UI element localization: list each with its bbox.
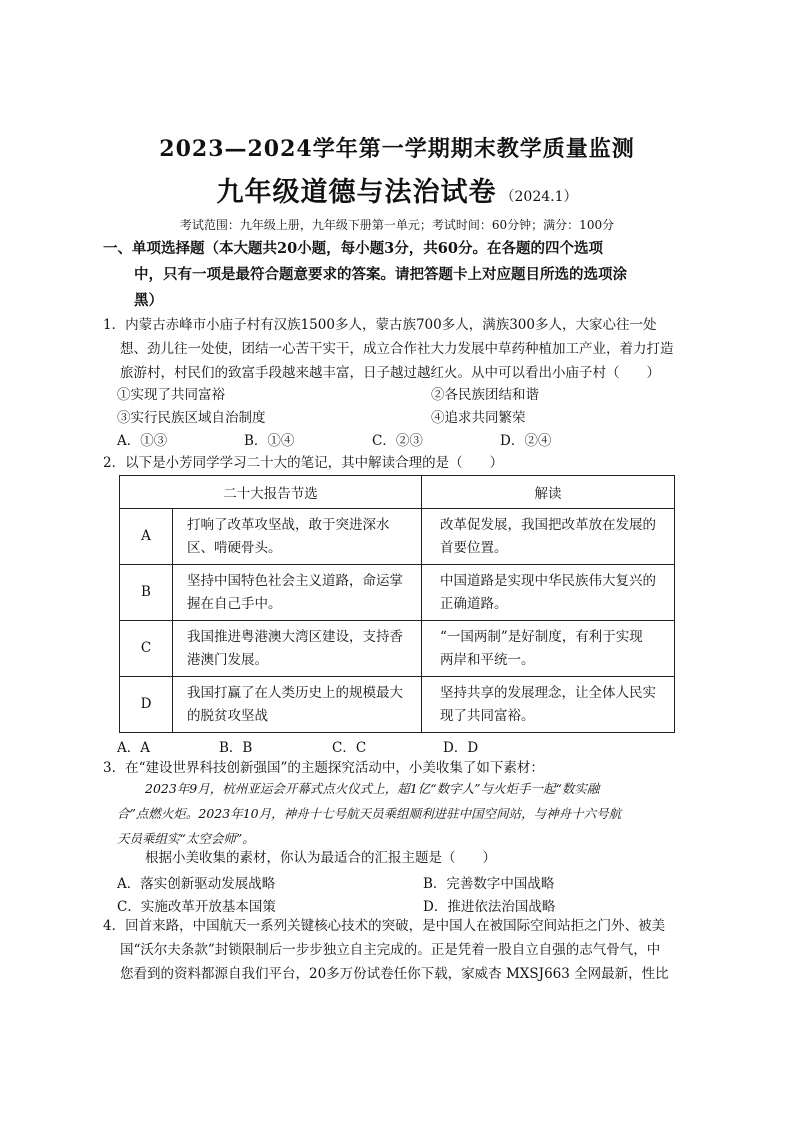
statement-item: ②各民族团结和谐	[431, 387, 539, 403]
choice-d[interactable]: D．D	[443, 740, 479, 756]
table-row	[120, 509, 675, 565]
choice-a[interactable]: A．A	[117, 740, 150, 756]
choice-c[interactable]: C．实施改革开放基本国策	[117, 899, 276, 915]
question-4: 4．回首来路，中国航天一系列关键核心技术的突破，是中国人在被国际空间站拒之门外、被美 国“沃尔夫条款”封锁限制后一步步独立自主完成的。正是凭着一股自立自强的志气骨气，中 您看到的资料都源自我们平台，20多万份试卷任你下载，家威杏 MXSJ663 全网最新，性比	[103, 918, 669, 982]
material-text: 2023年9月，杭州亚运会开幕式点火仪式上，超1亿“数字人”与火炬手一起“数实融 合”点燃火炬。2023年10月，神舟十七号航天员乘组顺利进驻中国空间站，与神舟十六号航 天员乘组实“太空会师”。	[117, 781, 622, 846]
excerpt-cell: 坚持中国特色社会主义道路，命运掌握在自己手中。	[173, 565, 422, 621]
table-row	[120, 565, 675, 621]
question-3-prompt: 根据小美收集的素材，你认为最适合的汇报主题是（ ）	[145, 850, 496, 866]
row-letter: D	[120, 677, 173, 733]
excerpt-cell: 我国推进粤港澳大湾区建设，支持香港澳门发展。	[173, 621, 422, 677]
section-heading: 一、单项选择题（本大题共20小题，每小题3分，共60分。在各题的四个选项 中，只有一项是最符合题意要求的答案。请把答题卡上对应题目所选的选项涂 黑）	[103, 240, 627, 309]
reading-cell: “一国两制”是好制度，有利于实现两岸和平统一。	[422, 621, 675, 677]
choice-d[interactable]: D．②④	[500, 433, 552, 449]
question-2: 2．以下是小芳同学学习二十大的笔记，其中解读合理的是（ ）	[103, 455, 504, 471]
choice-b[interactable]: B．①④	[244, 433, 295, 449]
table-row	[120, 677, 675, 733]
reading-cell: 改革促发展，我国把改革放在发展的首要位置。	[422, 509, 675, 565]
row-letter: A	[120, 509, 173, 565]
notes-table	[119, 475, 675, 733]
choice-a[interactable]: A．①③	[117, 433, 168, 449]
statement-item: ③实行民族区域自治制度	[117, 410, 266, 426]
subject-title: 九年级道德与法治试卷	[216, 177, 497, 208]
question-3: 3．在“建设世界科技创新强国”的主题探究活动中，小美收集了如下素材：	[103, 760, 544, 776]
choice-a[interactable]: A．落实创新驱动发展战略	[117, 876, 276, 892]
row-letter: C	[120, 621, 173, 677]
row-letter: B	[120, 565, 173, 621]
column-header: 二十大报告节选	[120, 476, 422, 509]
exam-date: （2024.1）	[500, 189, 578, 205]
choice-c[interactable]: C．②③	[372, 433, 423, 449]
exam-subtitle	[0, 170, 794, 209]
choice-d[interactable]: D．推进依法治国战略	[423, 899, 556, 915]
table-header-row	[120, 476, 675, 509]
statement-item: ①实现了共同富裕	[117, 387, 225, 403]
choice-b[interactable]: B．B	[219, 740, 253, 756]
statement-item: ④追求共同繁荣	[431, 410, 526, 426]
choice-b[interactable]: B．完善数字中国战略	[423, 876, 555, 892]
excerpt-cell: 我国打赢了在人类历史上的规模最大的脱贫攻坚战	[173, 677, 422, 733]
question-1: 1．内蒙古赤峰市小庙子村有汉族1500多人，蒙古族700多人，满族300多人，大家心往一处 想、劲儿往一处使，团结一心苦干实干，成立合作社大力发展中草药种植加工产业，着力打造 旅游村，村民们的致富手段越来越丰富，日子越过越红火。从中可以看出小庙子村（ ）	[103, 317, 674, 381]
table-row	[120, 621, 675, 677]
exam-title: 2023—2024学年第一学期期末教学质量监测	[159, 136, 635, 162]
excerpt-cell: 打响了改革攻坚战，敢于突进深水区、啃硬骨头。	[173, 509, 422, 565]
reading-cell: 中国道路是实现中华民族伟大复兴的正确道路。	[422, 565, 675, 621]
choice-c[interactable]: C．C	[332, 740, 367, 756]
column-header: 解读	[422, 476, 675, 509]
reading-cell: 坚持共享的发展理念，让全体人民实现了共同富裕。	[422, 677, 675, 733]
exam-scope: 考试范围：九年级上册，九年级下册第一单元；考试时间：60分钟；满分：100分	[179, 218, 615, 232]
